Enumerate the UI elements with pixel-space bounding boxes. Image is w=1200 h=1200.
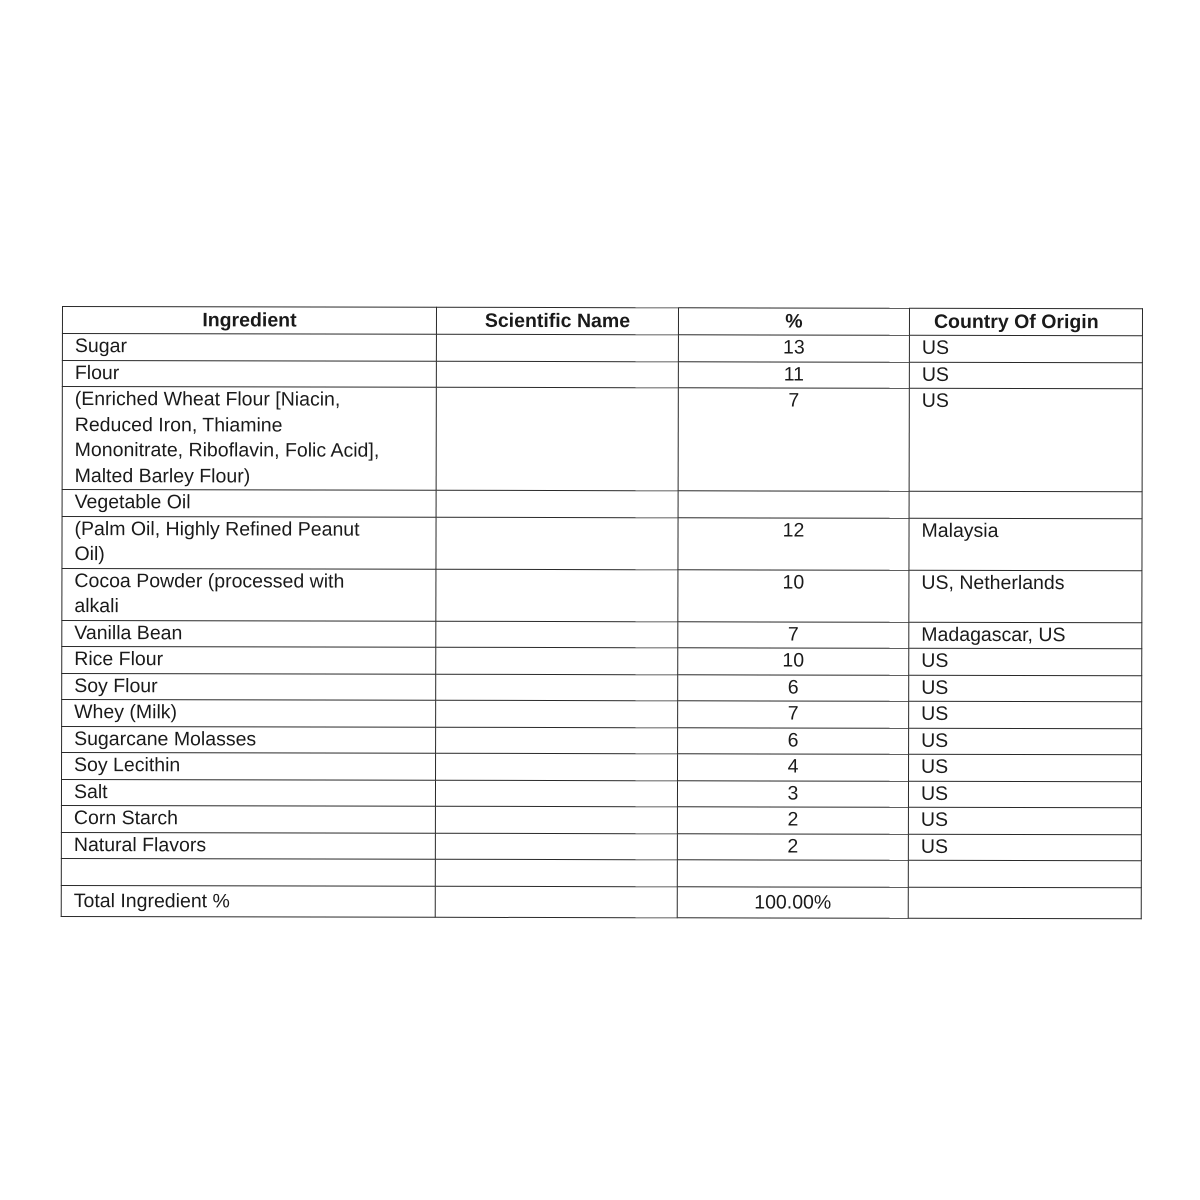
percent-cell: 7 [678,388,909,491]
table-row [62,516,1142,570]
ingredient-cell [62,568,436,621]
total-label: Total Ingredient % [61,885,435,917]
scientific-name-cell [435,833,677,860]
ingredient-line: Reduced Iron, Thiamine [74,413,283,436]
percent-cell: 10 [678,648,909,675]
header-row [62,307,1142,336]
scientific-name-cell [435,859,677,887]
ingredient-cell: Corn Starch [61,805,435,832]
origin-cell: US [908,834,1141,861]
percent-cell: 4 [678,754,909,781]
table-row [62,490,1142,519]
ingredient-cell: Salt [61,779,435,806]
percent-cell: 3 [677,780,908,807]
ingredient-cell: Sugarcane Molasses [62,726,436,753]
table-row [62,753,1142,782]
percent-cell [677,860,908,887]
ingredient-line: Mononitrate, Riboflavin, Folic Acid], [74,439,380,462]
table-row [61,832,1141,861]
ingredient-cell: Whey (Milk) [62,700,436,727]
origin-cell: US [908,781,1141,808]
origin-cell [908,860,1141,887]
origin-cell: US [909,362,1142,389]
origin-cell: US [909,648,1142,675]
scientific-name-cell [435,806,677,833]
origin-cell: US [909,728,1142,755]
ingredient-cell: Soy Lecithin [62,753,436,780]
origin-cell: US [909,335,1142,362]
origin-cell: Malaysia [909,518,1142,570]
table-row [62,673,1142,702]
table-row [62,360,1142,389]
table-row [62,700,1142,729]
scientific-name-cell [436,621,678,648]
ingredient-table [61,306,1143,919]
percent-cell: 6 [678,727,909,754]
total-row [61,885,1141,918]
table-row [61,779,1141,808]
table-row [62,387,1142,492]
scientific-name-cell [436,361,678,388]
percent-cell: 11 [678,361,909,388]
ingredient-cell [62,387,436,491]
ingredient-line: (Palm Oil, Highly Refined Peanut [74,517,360,541]
table-row [61,805,1141,834]
scientific-name-cell [436,727,678,754]
origin-cell: Madagascar, US [909,622,1142,649]
origin-cell: US [908,807,1141,834]
header-scientific-name: Scientific Name [436,307,678,335]
origin-cell: US [909,701,1142,728]
table-row [62,647,1142,676]
ingredient-cell: Sugar [62,334,436,361]
origin-cell: US [909,754,1142,781]
table-row-empty [61,858,1141,887]
ingredient-cell: Vanilla Bean [62,620,436,647]
total-percent: 100.00% [677,887,908,918]
table-row [62,334,1142,363]
ingredient-cell: Rice Flour [62,647,436,674]
percent-cell: 7 [678,621,909,648]
scientific-name-cell [436,674,678,701]
header-ingredient: Ingredient [62,307,436,335]
origin-cell [909,491,1142,518]
scientific-name-cell [436,700,678,727]
scientific-name-cell [436,753,678,780]
percent-cell: 7 [678,701,909,728]
ingredient-line: Oil) [74,543,105,566]
ingredient-line: (Enriched Wheat Flour [Niacin, [74,388,341,411]
table-row [62,568,1142,622]
total-scientific-name-cell [435,886,677,918]
percent-cell: 2 [677,833,908,860]
scientific-name-cell [436,387,678,491]
scientific-name-cell [436,490,678,517]
ingredient-cell: Vegetable Oil [62,490,436,517]
scientific-name-cell [436,334,678,361]
table-row [62,620,1142,649]
origin-cell: US [909,675,1142,702]
percent-cell: 10 [678,569,909,621]
header-country-of-origin: Country Of Origin [909,308,1142,335]
total-origin-cell [908,887,1141,918]
origin-cell: US, Netherlands [909,570,1142,622]
percent-cell: 2 [677,807,908,834]
ingredient-cell [61,858,435,886]
scientific-name-cell [436,647,678,674]
header-percent: % [678,308,909,335]
ingredient-line: Malted Barley Flour) [74,464,251,487]
ingredient-cell [62,516,436,569]
scientific-name-cell [435,780,677,807]
origin-cell: US [909,388,1142,491]
ingredient-cell: Soy Flour [62,673,436,700]
ingredient-cell: Flour [62,360,436,387]
ingredient-line: alkali [74,595,119,618]
percent-cell: 6 [678,674,909,701]
ingredient-line: Cocoa Powder (processed with [74,569,345,593]
percent-cell: 13 [678,335,909,362]
percent-cell: 12 [678,517,909,569]
scientific-name-cell [436,517,678,570]
scientific-name-cell [436,569,678,622]
table-row [62,726,1142,755]
percent-cell [678,491,909,518]
ingredient-cell: Natural Flavors [61,832,435,859]
